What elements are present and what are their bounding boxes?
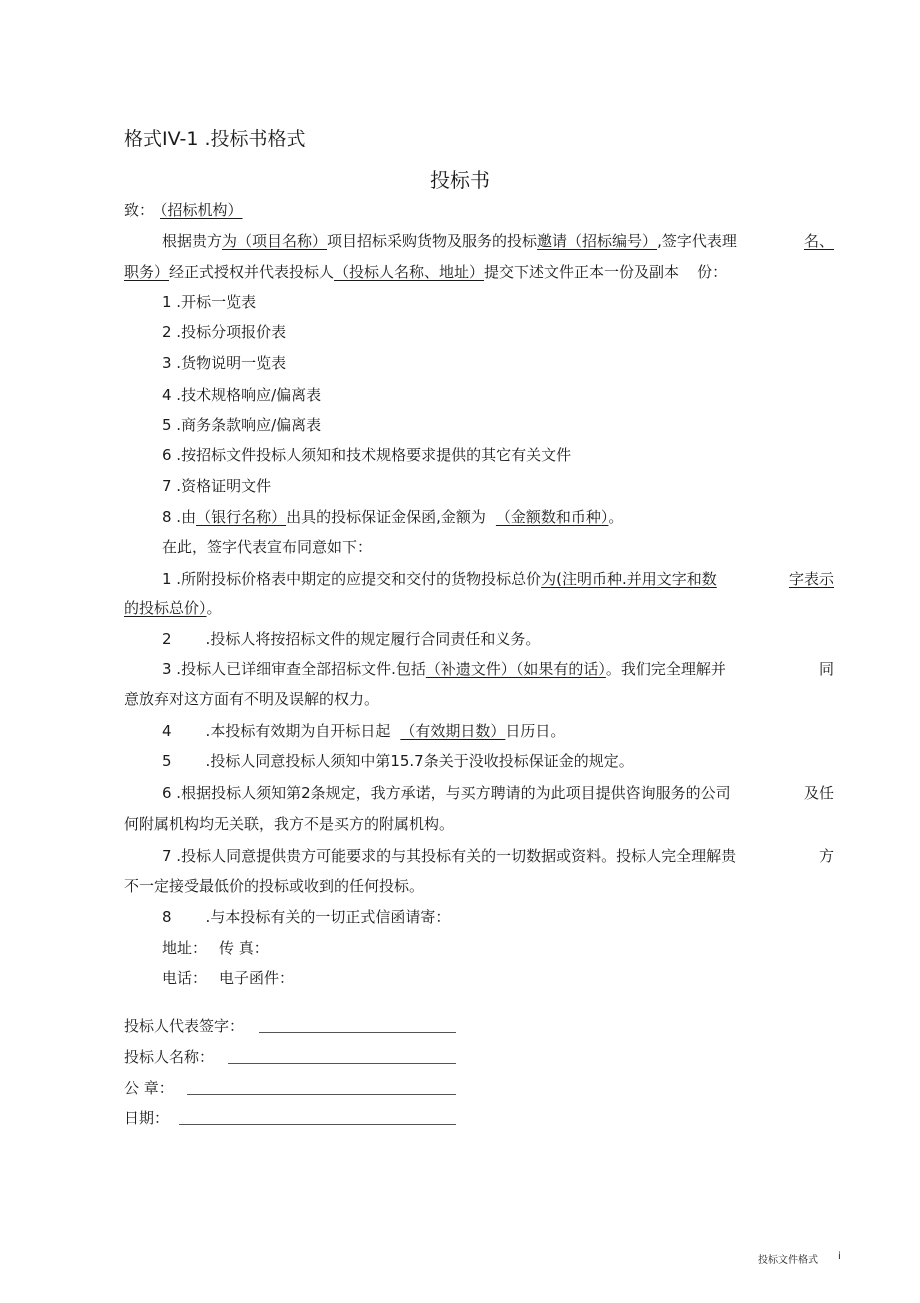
document-list-item: 2 .投标分项报价表 — [162, 323, 287, 341]
declaration-text: 3 .投标人已详细审查全部招标文件.包括 — [162, 660, 426, 678]
date-input-line[interactable] — [179, 1124, 456, 1125]
declaration-text: 1 .所附投标价格表中期定的应提交和交付的货物投标总价 — [162, 570, 542, 588]
intro-line-1 — [162, 231, 834, 251]
signature-label-seal: 公 章： — [124, 1079, 174, 1097]
addressee-line — [124, 200, 243, 220]
addenda-placeholder: （补遗文件）（如果有的话） — [425, 660, 606, 678]
rep-name-placeholder: 名、 — [803, 232, 834, 250]
declaration-text: 同 — [818, 660, 834, 678]
email-label: 电子函件： — [219, 969, 295, 987]
intro-text: 项目招标采购货物及服务的投标 — [327, 232, 538, 250]
declaration-text: .与本投标有关的一切正式信函请寄： — [205, 908, 451, 926]
contact-line-2 — [162, 968, 294, 988]
total-price-placeholder: 的投标总价） — [124, 599, 207, 617]
signature-input-line[interactable] — [259, 1032, 456, 1033]
signature-label-bidder-name: 投标人名称： — [124, 1048, 215, 1066]
declaration-text: 。我们完全理解并 — [605, 660, 726, 678]
declaration-text: 。 — [206, 599, 222, 617]
declaration-text: 日历日。 — [505, 722, 566, 740]
document-list-item: 6 .按招标文件投标人须知和技术规格要求提供的其它有关文件 — [162, 446, 572, 464]
declaration-5 — [162, 751, 634, 771]
intro-text: 经正式授权并代表投标人 — [169, 263, 335, 281]
document-list-item: 3 .货物说明一览表 — [162, 354, 287, 372]
intro-text: 份： — [697, 263, 728, 281]
document-list-item: 4 .技术规格响应/偏离表 — [162, 386, 322, 404]
validity-days-placeholder: （有效期日数） — [400, 722, 506, 740]
total-price-placeholder: 为(注明币种.并用文字和数 — [541, 570, 717, 588]
document-list-item-8 — [162, 507, 623, 527]
declaration-text: .投标人将按招标文件的规定履行合同责任和义务。 — [205, 630, 541, 648]
declaration-8 — [162, 907, 450, 927]
declaration-text: 及任 — [803, 784, 834, 802]
intro-line-2 — [124, 262, 727, 282]
declaration-6-line-1 — [162, 783, 834, 803]
item8-text: 8 .由 — [162, 508, 197, 526]
section-title: 格式IV-1 .投标书格式 — [124, 128, 306, 150]
declaration-text: .投标人同意投标人须知中第15.7条关于没收投标保证金的规定。 — [205, 752, 634, 770]
document-list-item: 5 .商务条款响应/偏离表 — [162, 416, 322, 434]
seal-input-line[interactable] — [187, 1094, 456, 1095]
page-number: i — [838, 1251, 841, 1262]
bidder-name-placeholder: （投标人名称、地址） — [334, 263, 485, 281]
declaration-3-line-2: 意放弃对这方面有不明及误解的权力。 — [124, 690, 380, 708]
document-list-item: 7 .资格证明文件 — [162, 477, 272, 495]
declaration-6-line-2: 何附属机构均无关联，我方不是买方的附属机构。 — [124, 815, 455, 833]
document-title: 投标书 — [430, 168, 490, 192]
item8-text: 。 — [608, 508, 624, 526]
fax-label: 传 真： — [219, 939, 269, 957]
declaration-1-line-2 — [124, 598, 222, 618]
rep-title-placeholder: 职务） — [124, 263, 170, 281]
bidder-name-input-line[interactable] — [228, 1063, 456, 1064]
declaration-4 — [162, 721, 565, 741]
signature-label-date: 日期： — [124, 1109, 170, 1127]
declaration-number: 4 — [162, 722, 172, 740]
declaration-2 — [162, 629, 540, 649]
contact-line-1 — [162, 938, 269, 958]
item8-text: 出具的投标保证金保函,金额为 — [286, 508, 486, 526]
intro-text: 根据贵方 — [162, 232, 223, 250]
project-name-placeholder: 为（项目名称） — [222, 232, 328, 250]
intro-text: 提交下述文件正本一份及副本 — [484, 263, 680, 281]
signature-label-representative: 投标人代表签字： — [124, 1017, 245, 1035]
addressee-placeholder: （招标机构） — [160, 201, 243, 219]
declaration-text: 6 .根据投标人须知第2条规定，我方承诺，与买方聘请的为此项目提供咨询服务的公司 — [162, 784, 731, 802]
declaration-text: 方 — [818, 847, 834, 865]
phone-label: 电话： — [162, 969, 208, 987]
footer-label: 投标文件格式 — [758, 1255, 818, 1266]
document-list-item: 1 .开标一览表 — [162, 293, 257, 311]
declaration-number: 2 — [162, 630, 172, 648]
declaration-text: .本投标有效期为自开标日起 — [205, 722, 391, 740]
declaration-3-line-1 — [162, 659, 834, 679]
declaration-7-line-2: 不一定接受最低价的投标或收到的任何投标。 — [124, 877, 425, 895]
bank-name-placeholder: （银行名称） — [196, 508, 287, 526]
declaration-number: 5 — [162, 752, 172, 770]
amount-currency-placeholder: （金额数和币种） — [495, 508, 609, 526]
declaration-1-line-1 — [162, 569, 834, 589]
intro-text: ,签字代表理 — [657, 232, 737, 250]
declaration-number: 8 — [162, 908, 172, 926]
declaration-text: 7 .投标人同意提供贵方可能要求的与其投标有关的一切数据或资料。投标人完全理解贵 — [162, 847, 737, 865]
declaration-7-line-1 — [162, 846, 834, 866]
declaration-intro: 在此，签字代表宣布同意如下： — [162, 538, 373, 556]
total-price-placeholder: 字表示 — [788, 570, 834, 588]
tender-number-placeholder: 邀请（招标编号） — [537, 232, 658, 250]
addressee-label: 致： — [124, 201, 155, 219]
address-label: 地址： — [162, 939, 208, 957]
